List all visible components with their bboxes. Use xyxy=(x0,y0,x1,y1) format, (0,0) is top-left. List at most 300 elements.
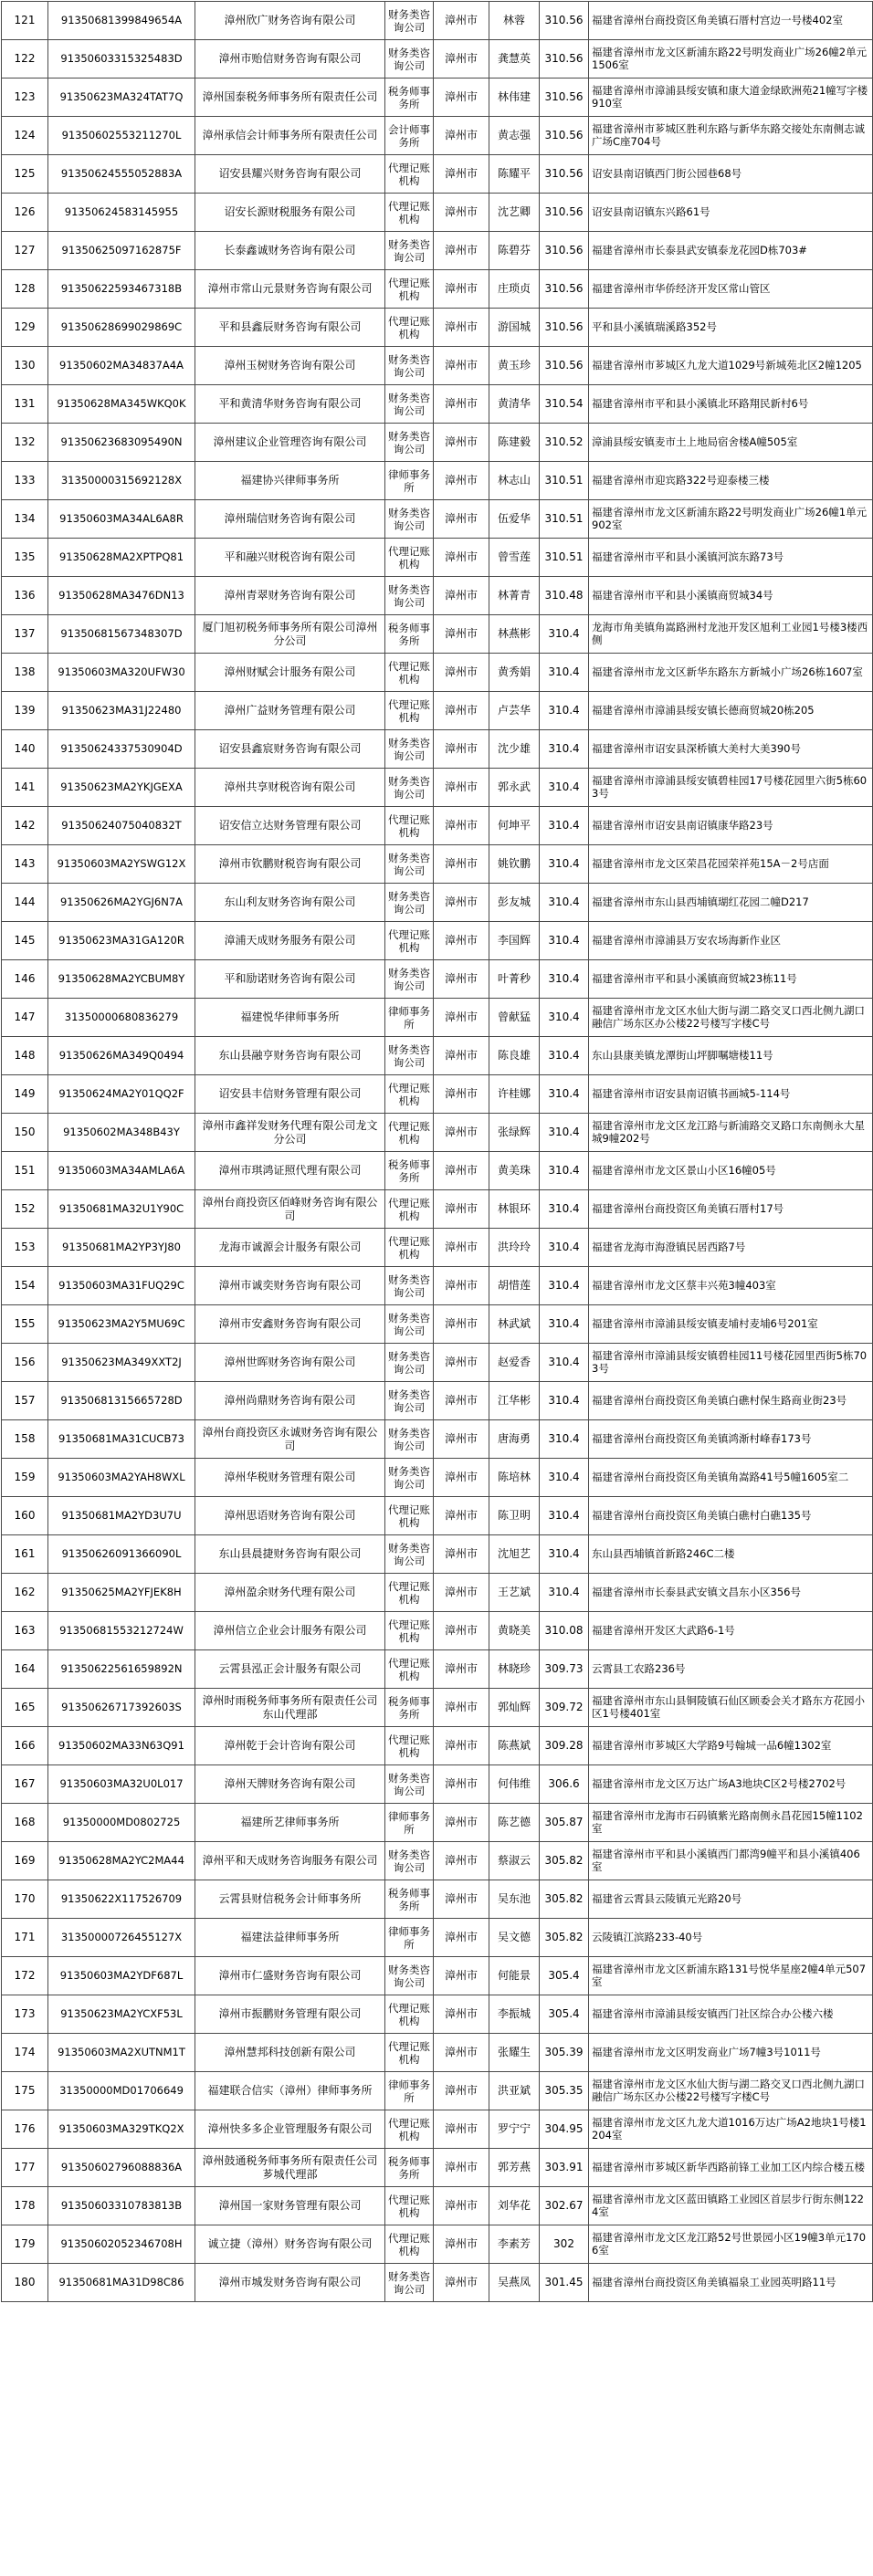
table-row xyxy=(2,1382,873,1420)
cell-city: 漳州市 xyxy=(434,462,489,500)
cell-company-name: 漳州玉树财务咨询有限公司 xyxy=(195,347,385,385)
cell-score: 310.4 xyxy=(540,1305,589,1344)
cell-address: 福建省漳州市龙文区水仙大街与湖二路交叉口西北侧九湖口融信广场东区办公楼22号楼写字楼C号 xyxy=(589,999,873,1037)
cell-city: 漳州市 xyxy=(434,1497,489,1535)
cell-row-number: 179 xyxy=(2,2225,48,2264)
cell-address: 福建省漳州市龙文区新浦东路22号明发商业广场26幢2单元1506室 xyxy=(589,40,873,79)
cell-city: 漳州市 xyxy=(434,2072,489,2110)
cell-credit-code: 91350681MA32U1Y90C xyxy=(48,1190,195,1229)
cell-row-number: 137 xyxy=(2,615,48,654)
cell-contact-person: 陈碧芬 xyxy=(489,232,540,270)
cell-score: 310.51 xyxy=(540,462,589,500)
cell-contact-person: 林燕彬 xyxy=(489,615,540,654)
cell-row-number: 151 xyxy=(2,1152,48,1190)
cell-org-type: 代理记账机构 xyxy=(385,2110,434,2149)
cell-credit-code: 91350628MA2YC2MA44 xyxy=(48,1842,195,1880)
cell-row-number: 152 xyxy=(2,1190,48,1229)
cell-score: 309.73 xyxy=(540,1650,589,1689)
cell-credit-code: 91350623MA2Y5MU69C xyxy=(48,1305,195,1344)
cell-row-number: 157 xyxy=(2,1382,48,1420)
cell-city: 漳州市 xyxy=(434,2264,489,2302)
cell-score: 310.4 xyxy=(540,692,589,730)
cell-contact-person: 林武斌 xyxy=(489,1305,540,1344)
cell-row-number: 161 xyxy=(2,1535,48,1574)
cell-address: 云陵镇江滨路233-40号 xyxy=(589,1919,873,1957)
cell-contact-person: 张耀生 xyxy=(489,2034,540,2072)
table-row xyxy=(2,1842,873,1880)
cell-row-number: 158 xyxy=(2,1420,48,1459)
table-row xyxy=(2,2264,873,2302)
cell-address: 东山县康美镇龙潭街山坪脚嘱塘楼11号 xyxy=(589,1037,873,1075)
cell-company-name: 漳州市振鹏财务管理有限公司 xyxy=(195,1995,385,2034)
cell-city: 漳州市 xyxy=(434,539,489,577)
cell-city: 漳州市 xyxy=(434,1382,489,1420)
cell-company-name: 漳州天牌财务咨询有限公司 xyxy=(195,1765,385,1804)
cell-score: 310.4 xyxy=(540,807,589,845)
cell-credit-code: 91350681MA2YP3YJ80 xyxy=(48,1229,195,1267)
cell-city: 漳州市 xyxy=(434,615,489,654)
table-row xyxy=(2,2187,873,2225)
cell-contact-person: 姚钦鹏 xyxy=(489,845,540,884)
cell-company-name: 诏安县丰信财务管理有限公司 xyxy=(195,1075,385,1114)
cell-contact-person: 黄志强 xyxy=(489,117,540,155)
cell-org-type: 律师事务所 xyxy=(385,2072,434,2110)
cell-company-name: 漳州青翠财务咨询有限公司 xyxy=(195,577,385,615)
cell-address: 福建省龙海市海澄镇民居西路7号 xyxy=(589,1229,873,1267)
cell-address: 福建省漳州市龙文区新华东路东方新城小广场26栋1607室 xyxy=(589,654,873,692)
cell-credit-code: 91350603MA34AMLA6A xyxy=(48,1152,195,1190)
cell-score: 309.28 xyxy=(540,1727,589,1765)
cell-address: 福建省漳州台商投资区角美镇福泉工业园英明路11号 xyxy=(589,2264,873,2302)
cell-contact-person: 郭芳燕 xyxy=(489,2149,540,2187)
cell-score: 310.48 xyxy=(540,577,589,615)
cell-address: 龙海市角美镇角嵩路洲村龙池开发区旭利工业园1号楼3楼西侧 xyxy=(589,615,873,654)
cell-row-number: 166 xyxy=(2,1727,48,1765)
cell-credit-code: 31350000726455127X xyxy=(48,1919,195,1957)
cell-row-number: 155 xyxy=(2,1305,48,1344)
table-row xyxy=(2,884,873,922)
table-row xyxy=(2,462,873,500)
cell-company-name: 漳州市城发财务咨询有限公司 xyxy=(195,2264,385,2302)
cell-contact-person: 伍爱华 xyxy=(489,500,540,539)
table-row xyxy=(2,1305,873,1344)
cell-score: 301.45 xyxy=(540,2264,589,2302)
table-row xyxy=(2,2110,873,2149)
cell-credit-code: 91350623MA2YCXF53L xyxy=(48,1995,195,2034)
cell-score: 310.51 xyxy=(540,500,589,539)
table-body xyxy=(2,2,873,2302)
cell-contact-person: 庄琐贞 xyxy=(489,270,540,309)
cell-address: 福建省漳州市龙文区明发商业广场7幢3号1011号 xyxy=(589,2034,873,2072)
cell-contact-person: 龚慧英 xyxy=(489,40,540,79)
cell-score: 303.91 xyxy=(540,2149,589,2187)
cell-org-type: 财务类咨询公司 xyxy=(385,1535,434,1574)
cell-city: 漳州市 xyxy=(434,2034,489,2072)
cell-score: 310.4 xyxy=(540,1497,589,1535)
cell-score: 310.56 xyxy=(540,79,589,117)
cell-company-name: 漳州国泰税务师事务所有限责任公司 xyxy=(195,79,385,117)
table-row xyxy=(2,654,873,692)
cell-address: 平和县小溪镇瑞溪路352号 xyxy=(589,309,873,347)
cell-address: 福建省漳州市龙文区龙江路与新浦路交叉路口东南侧永大星城9幢202号 xyxy=(589,1114,873,1152)
cell-address: 福建省漳州市漳浦县绥安镇碧桂园17号楼花园里六街5栋603号 xyxy=(589,769,873,807)
cell-address: 福建省漳州市东山县铜陵镇石仙区顾委会关才路东方花园小区1号楼401室 xyxy=(589,1689,873,1727)
cell-credit-code: 91350624583145955 xyxy=(48,194,195,232)
cell-score: 305.82 xyxy=(540,1880,589,1919)
cell-address: 福建省漳州市漳浦县万安农场海新作业区 xyxy=(589,922,873,960)
table-row xyxy=(2,2034,873,2072)
cell-row-number: 154 xyxy=(2,1267,48,1305)
cell-address: 福建省漳州市长泰县武安镇文昌东小区356号 xyxy=(589,1574,873,1612)
cell-org-type: 代理记账机构 xyxy=(385,155,434,194)
cell-credit-code: 91350681567348307D xyxy=(48,615,195,654)
cell-contact-person: 胡惜莲 xyxy=(489,1267,540,1305)
cell-company-name: 漳州乾于会计咨询有限公司 xyxy=(195,1727,385,1765)
cell-score: 310.4 xyxy=(540,922,589,960)
table-row xyxy=(2,1689,873,1727)
cell-company-name: 漳州慧邦科技创新有限公司 xyxy=(195,2034,385,2072)
cell-company-name: 漳州台商投资区永诚财务咨询有限公司 xyxy=(195,1420,385,1459)
cell-city: 漳州市 xyxy=(434,577,489,615)
cell-org-type: 财务类咨询公司 xyxy=(385,40,434,79)
cell-credit-code: 91350681553212724W xyxy=(48,1612,195,1650)
cell-org-type: 财务类咨询公司 xyxy=(385,577,434,615)
cell-row-number: 126 xyxy=(2,194,48,232)
cell-company-name: 漳州快多多企业管理服务有限公司 xyxy=(195,2110,385,2149)
cell-contact-person: 沈艺卿 xyxy=(489,194,540,232)
cell-city: 漳州市 xyxy=(434,1535,489,1574)
cell-org-type: 财务类咨询公司 xyxy=(385,232,434,270)
cell-city: 漳州市 xyxy=(434,1995,489,2034)
table-row xyxy=(2,347,873,385)
cell-credit-code: 91350602MA348B43Y xyxy=(48,1114,195,1152)
cell-address: 福建省云霄县云陵镇元光路20号 xyxy=(589,1880,873,1919)
cell-city: 漳州市 xyxy=(434,807,489,845)
cell-credit-code: 91350624075040832T xyxy=(48,807,195,845)
table-row xyxy=(2,155,873,194)
cell-row-number: 140 xyxy=(2,730,48,769)
cell-row-number: 122 xyxy=(2,40,48,79)
cell-org-type: 财务类咨询公司 xyxy=(385,1305,434,1344)
cell-city: 漳州市 xyxy=(434,1075,489,1114)
cell-address: 福建省漳州台商投资区角美镇白礁村白礁135号 xyxy=(589,1497,873,1535)
table-row xyxy=(2,615,873,654)
cell-score: 310.08 xyxy=(540,1612,589,1650)
cell-score: 310.4 xyxy=(540,1535,589,1574)
table-row xyxy=(2,1190,873,1229)
cell-contact-person: 何坤平 xyxy=(489,807,540,845)
table-row xyxy=(2,2149,873,2187)
cell-row-number: 131 xyxy=(2,385,48,424)
cell-contact-person: 林伟建 xyxy=(489,79,540,117)
cell-row-number: 129 xyxy=(2,309,48,347)
cell-company-name: 福建悦华律师事务所 xyxy=(195,999,385,1037)
cell-credit-code: 91350602553211270L xyxy=(48,117,195,155)
cell-credit-code: 91350624337530904D xyxy=(48,730,195,769)
cell-row-number: 132 xyxy=(2,424,48,462)
cell-address: 福建省漳州台商投资区角美镇白礁村保生路商业街23号 xyxy=(589,1382,873,1420)
cell-contact-person: 何能景 xyxy=(489,1957,540,1995)
cell-credit-code: 91350628MA2YCBUM8Y xyxy=(48,960,195,999)
cell-credit-code: 91350603MA2YDF687L xyxy=(48,1957,195,1995)
cell-company-name: 漳州市安鑫财务咨询有限公司 xyxy=(195,1305,385,1344)
cell-row-number: 147 xyxy=(2,999,48,1037)
cell-credit-code: 91350603MA32U0L017 xyxy=(48,1765,195,1804)
cell-score: 310.4 xyxy=(540,1574,589,1612)
cell-org-type: 财务类咨询公司 xyxy=(385,347,434,385)
cell-address: 福建省漳州市漳浦县绥安镇和康大道金绿欧洲苑21幢写字楼910室 xyxy=(589,79,873,117)
cell-address: 福建省漳州市诏安县南诏镇康华路23号 xyxy=(589,807,873,845)
cell-city: 漳州市 xyxy=(434,692,489,730)
cell-org-type: 律师事务所 xyxy=(385,999,434,1037)
cell-city: 漳州市 xyxy=(434,1229,489,1267)
cell-company-name: 平和融兴财税咨询有限公司 xyxy=(195,539,385,577)
cell-contact-person: 黄美珠 xyxy=(489,1152,540,1190)
cell-company-name: 漳州时雨税务师事务所有限责任公司东山代理部 xyxy=(195,1689,385,1727)
cell-score: 310.4 xyxy=(540,1267,589,1305)
cell-company-name: 福建协兴律师事务所 xyxy=(195,462,385,500)
cell-contact-person: 郭灿辉 xyxy=(489,1689,540,1727)
cell-contact-person: 罗宁宁 xyxy=(489,2110,540,2149)
cell-row-number: 175 xyxy=(2,2072,48,2110)
cell-contact-person: 赵爱香 xyxy=(489,1344,540,1382)
cell-address: 福建省漳州市芗城区胜利东路与新华东路交接处东南侧志诚广场C座704号 xyxy=(589,117,873,155)
cell-score: 310.4 xyxy=(540,1190,589,1229)
cell-company-name: 漳州市鑫祥发财务代理有限公司龙文分公司 xyxy=(195,1114,385,1152)
cell-contact-person: 何伟维 xyxy=(489,1765,540,1804)
cell-address: 福建省漳州台商投资区角美镇角嵩路41号5幢1605室二 xyxy=(589,1459,873,1497)
cell-credit-code: 91350000MD0802725 xyxy=(48,1804,195,1842)
cell-credit-code: 91350624MA2Y01QQ2F xyxy=(48,1075,195,1114)
cell-org-type: 税务师事务所 xyxy=(385,1880,434,1919)
cell-address: 福建省漳州市平和县小溪镇商贸城34号 xyxy=(589,577,873,615)
cell-city: 漳州市 xyxy=(434,1842,489,1880)
cell-company-name: 平和黄清华财务咨询有限公司 xyxy=(195,385,385,424)
cell-score: 310.4 xyxy=(540,1229,589,1267)
cell-org-type: 财务类咨询公司 xyxy=(385,960,434,999)
cell-city: 漳州市 xyxy=(434,1344,489,1382)
cell-row-number: 139 xyxy=(2,692,48,730)
cell-contact-person: 林晓珍 xyxy=(489,1650,540,1689)
cell-address: 福建省漳州市诏安县深桥镇大美村大美390号 xyxy=(589,730,873,769)
cell-address: 福建省漳州市龙文区新浦东路22号明发商业广场26幢1单元902室 xyxy=(589,500,873,539)
cell-city: 漳州市 xyxy=(434,1957,489,1995)
cell-credit-code: 91350624555052883A xyxy=(48,155,195,194)
cell-score: 310.4 xyxy=(540,1075,589,1114)
cell-credit-code: 91350623MA349XXT2J xyxy=(48,1344,195,1382)
cell-credit-code: 91350681MA31CUCB73 xyxy=(48,1420,195,1459)
table-row xyxy=(2,845,873,884)
cell-org-type: 代理记账机构 xyxy=(385,692,434,730)
cell-contact-person: 刘华花 xyxy=(489,2187,540,2225)
cell-row-number: 162 xyxy=(2,1574,48,1612)
cell-org-type: 代理记账机构 xyxy=(385,1574,434,1612)
cell-score: 310.4 xyxy=(540,884,589,922)
cell-contact-person: 吴文德 xyxy=(489,1919,540,1957)
cell-address: 福建省漳州市龙文区蔡丰兴苑3幢403室 xyxy=(589,1267,873,1305)
cell-address: 福建省漳州市漳浦县绥安镇西门社区综合办公楼六楼 xyxy=(589,1995,873,2034)
cell-city: 漳州市 xyxy=(434,309,489,347)
cell-city: 漳州市 xyxy=(434,884,489,922)
cell-company-name: 平和励诺财务咨询有限公司 xyxy=(195,960,385,999)
cell-score: 305.39 xyxy=(540,2034,589,2072)
cell-org-type: 代理记账机构 xyxy=(385,2187,434,2225)
cell-contact-person: 吴东池 xyxy=(489,1880,540,1919)
cell-city: 漳州市 xyxy=(434,155,489,194)
cell-score: 302.67 xyxy=(540,2187,589,2225)
cell-address: 福建省漳州市龙文区水仙大街与湖二路交叉口西北侧九湖口融信广场东区办公楼22号楼写字楼C号 xyxy=(589,2072,873,2110)
cell-org-type: 代理记账机构 xyxy=(385,1075,434,1114)
cell-address: 福建省漳州市漳浦县绥安镇麦埔村麦埔6号201室 xyxy=(589,1305,873,1344)
cell-row-number: 136 xyxy=(2,577,48,615)
cell-row-number: 159 xyxy=(2,1459,48,1497)
cell-row-number: 173 xyxy=(2,1995,48,2034)
cell-address: 福建省漳州台商投资区角美镇石厝村宫边一号楼402室 xyxy=(589,2,873,40)
cell-credit-code: 91350622593467318B xyxy=(48,270,195,309)
cell-contact-person: 林银环 xyxy=(489,1190,540,1229)
cell-contact-person: 许桂娜 xyxy=(489,1075,540,1114)
cell-org-type: 财务类咨询公司 xyxy=(385,884,434,922)
cell-credit-code: 91350623MA2YKJGEXA xyxy=(48,769,195,807)
cell-address: 诏安县南诏镇东兴路61号 xyxy=(589,194,873,232)
cell-company-name: 漳州信立企业会计服务有限公司 xyxy=(195,1612,385,1650)
cell-org-type: 财务类咨询公司 xyxy=(385,424,434,462)
enterprise-table xyxy=(1,1,873,2302)
cell-city: 漳州市 xyxy=(434,922,489,960)
cell-row-number: 128 xyxy=(2,270,48,309)
cell-org-type: 代理记账机构 xyxy=(385,1995,434,2034)
cell-org-type: 财务类咨询公司 xyxy=(385,730,434,769)
cell-score: 310.4 xyxy=(540,1344,589,1382)
cell-score: 306.6 xyxy=(540,1765,589,1804)
cell-address: 福建省漳州市龙文区龙江路52号世景园小区19幢3单元1706室 xyxy=(589,2225,873,2264)
cell-city: 漳州市 xyxy=(434,1037,489,1075)
cell-city: 漳州市 xyxy=(434,1267,489,1305)
cell-org-type: 财务类咨询公司 xyxy=(385,1344,434,1382)
cell-credit-code: 91350603MA2YSWG12X xyxy=(48,845,195,884)
cell-city: 漳州市 xyxy=(434,1459,489,1497)
cell-credit-code: 91350603MA2YAH8WXL xyxy=(48,1459,195,1497)
cell-city: 漳州市 xyxy=(434,1804,489,1842)
table-row xyxy=(2,1650,873,1689)
cell-row-number: 125 xyxy=(2,155,48,194)
cell-city: 漳州市 xyxy=(434,1612,489,1650)
cell-contact-person: 林菁青 xyxy=(489,577,540,615)
cell-score: 310.4 xyxy=(540,615,589,654)
cell-address: 福建省漳州市迎宾路322号迎泰楼三楼 xyxy=(589,462,873,500)
cell-credit-code: 31350000MD01706649 xyxy=(48,2072,195,2110)
cell-credit-code: 91350628699029869C xyxy=(48,309,195,347)
cell-credit-code: 91350602052346708H xyxy=(48,2225,195,2264)
cell-row-number: 153 xyxy=(2,1229,48,1267)
cell-score: 304.95 xyxy=(540,2110,589,2149)
cell-credit-code: 91350603MA2XUTNM1T xyxy=(48,2034,195,2072)
cell-org-type: 税务师事务所 xyxy=(385,1152,434,1190)
cell-credit-code: 91350602796088836A xyxy=(48,2149,195,2187)
cell-contact-person: 郭永武 xyxy=(489,769,540,807)
cell-address: 福建省漳州市龙文区九龙大道1016万达广场A2地块1号楼1204室 xyxy=(589,2110,873,2149)
cell-address: 福建省漳州市龙文区景山小区16幢05号 xyxy=(589,1152,873,1190)
cell-org-type: 财务类咨询公司 xyxy=(385,1420,434,1459)
cell-org-type: 税务师事务所 xyxy=(385,615,434,654)
cell-credit-code: 91350681MA2YD3U7U xyxy=(48,1497,195,1535)
cell-address: 福建省漳州市华侨经济开发区常山管区 xyxy=(589,270,873,309)
cell-city: 漳州市 xyxy=(434,424,489,462)
cell-contact-person: 黄玉珍 xyxy=(489,347,540,385)
cell-company-name: 福建法益律师事务所 xyxy=(195,1919,385,1957)
cell-company-name: 漳州市仁盛财务咨询有限公司 xyxy=(195,1957,385,1995)
cell-address: 东山县西埔镇首新路246C二楼 xyxy=(589,1535,873,1574)
cell-row-number: 146 xyxy=(2,960,48,999)
cell-city: 漳州市 xyxy=(434,2110,489,2149)
cell-company-name: 龙海市诚源会计服务有限公司 xyxy=(195,1229,385,1267)
cell-company-name: 漳州台商投资区佰峰财务咨询有限公司 xyxy=(195,1190,385,1229)
cell-company-name: 平和县鑫辰财务咨询有限公司 xyxy=(195,309,385,347)
cell-company-name: 诏安县耀兴财务咨询有限公司 xyxy=(195,155,385,194)
cell-city: 漳州市 xyxy=(434,2225,489,2264)
cell-org-type: 律师事务所 xyxy=(385,462,434,500)
cell-contact-person: 黄秀娟 xyxy=(489,654,540,692)
cell-city: 漳州市 xyxy=(434,960,489,999)
cell-address: 福建省漳州市漳浦县绥安镇碧桂园11号楼花园里西街5栋703号 xyxy=(589,1344,873,1382)
table-row xyxy=(2,79,873,117)
cell-city: 漳州市 xyxy=(434,500,489,539)
cell-contact-person: 陈培林 xyxy=(489,1459,540,1497)
table-row xyxy=(2,960,873,999)
table-row xyxy=(2,1459,873,1497)
cell-org-type: 财务类咨询公司 xyxy=(385,1382,434,1420)
cell-address: 福建省漳州市长泰县武安镇泰龙花园D栋703# xyxy=(589,232,873,270)
cell-org-type: 财务类咨询公司 xyxy=(385,1957,434,1995)
cell-city: 漳州市 xyxy=(434,1574,489,1612)
table-row xyxy=(2,692,873,730)
cell-row-number: 174 xyxy=(2,2034,48,2072)
cell-credit-code: 91350623MA31J22480 xyxy=(48,692,195,730)
cell-credit-code: 91350603310783813B xyxy=(48,2187,195,2225)
cell-address: 福建省漳州市平和县小溪镇西门都湾9幢平和县小溪镇406室 xyxy=(589,1842,873,1880)
cell-row-number: 171 xyxy=(2,1919,48,1957)
cell-row-number: 141 xyxy=(2,769,48,807)
cell-score: 310.4 xyxy=(540,1152,589,1190)
cell-address: 福建省漳州市漳浦县绥安镇长德商贸城20栋205 xyxy=(589,692,873,730)
cell-score: 310.4 xyxy=(540,1459,589,1497)
cell-credit-code: 91350628MA345WKQ0K xyxy=(48,385,195,424)
table-row xyxy=(2,1114,873,1152)
table-row xyxy=(2,769,873,807)
cell-city: 漳州市 xyxy=(434,845,489,884)
cell-company-name: 漳州市琪鸿证照代理有限公司 xyxy=(195,1152,385,1190)
cell-city: 漳州市 xyxy=(434,1190,489,1229)
cell-contact-person: 陈燕斌 xyxy=(489,1727,540,1765)
cell-contact-person: 李国辉 xyxy=(489,922,540,960)
cell-org-type: 财务类咨询公司 xyxy=(385,1037,434,1075)
table-row xyxy=(2,1037,873,1075)
cell-contact-person: 陈建毅 xyxy=(489,424,540,462)
cell-contact-person: 黄晓美 xyxy=(489,1612,540,1650)
cell-credit-code: 31350000315692128X xyxy=(48,462,195,500)
cell-contact-person: 李振城 xyxy=(489,1995,540,2034)
cell-row-number: 124 xyxy=(2,117,48,155)
cell-row-number: 134 xyxy=(2,500,48,539)
table-row xyxy=(2,1267,873,1305)
cell-score: 310.4 xyxy=(540,1420,589,1459)
cell-contact-person: 江华彬 xyxy=(489,1382,540,1420)
cell-contact-person: 李素芳 xyxy=(489,2225,540,2264)
cell-org-type: 财务类咨询公司 xyxy=(385,2264,434,2302)
cell-score: 310.4 xyxy=(540,960,589,999)
table-row xyxy=(2,309,873,347)
cell-org-type: 代理记账机构 xyxy=(385,194,434,232)
